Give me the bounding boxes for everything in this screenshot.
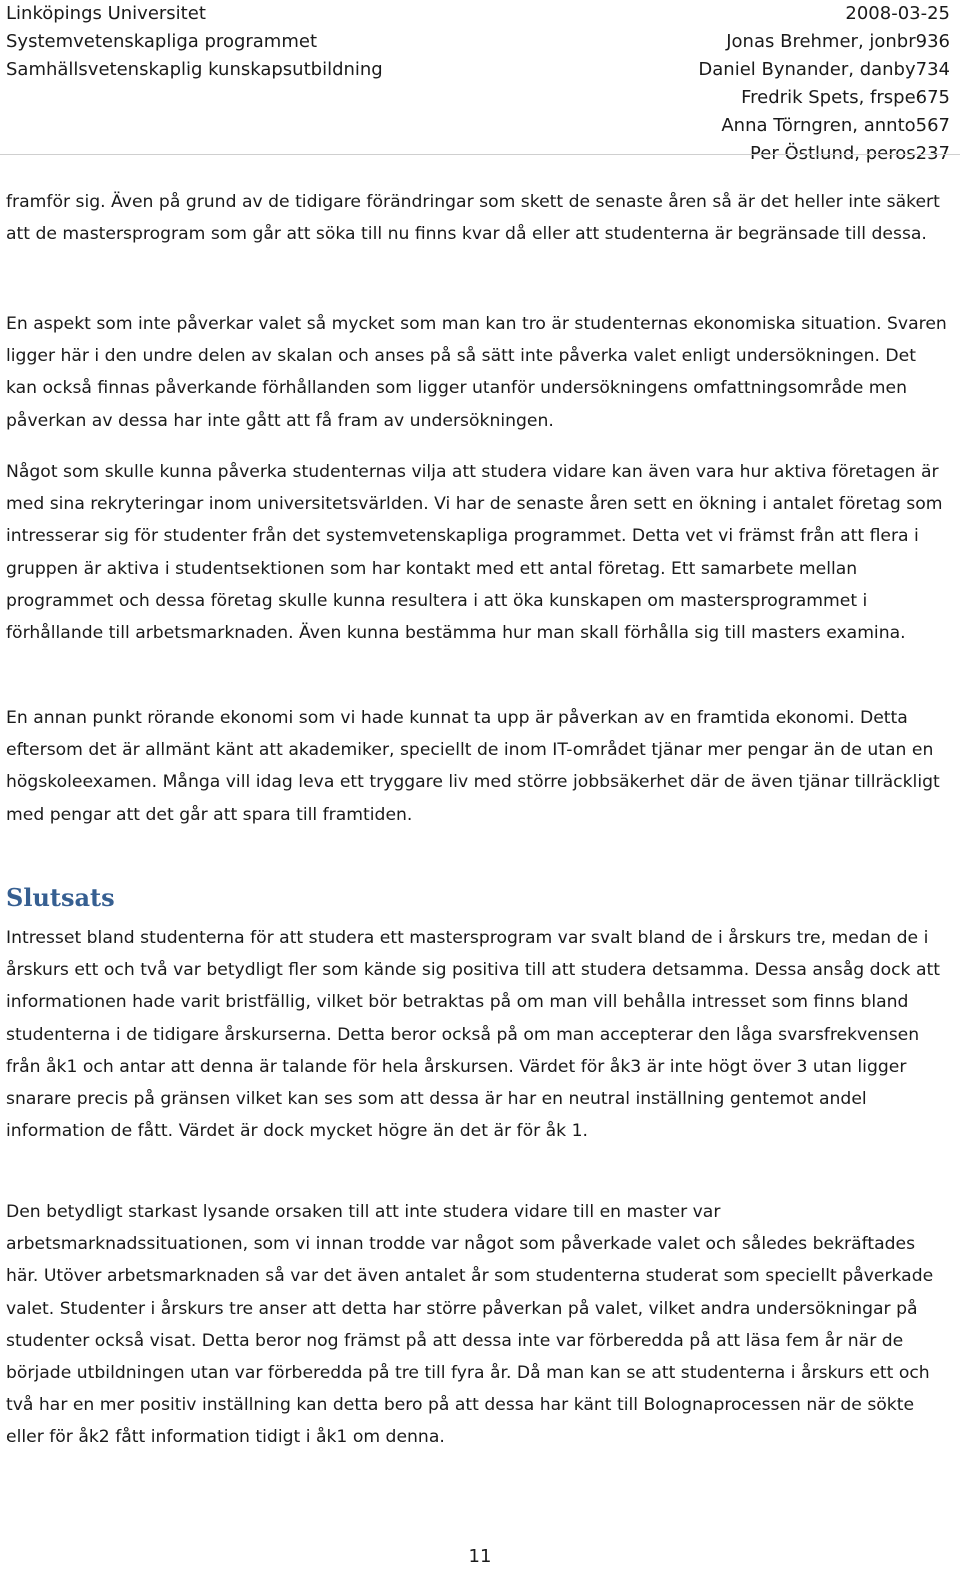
body-paragraph: Något som skulle kunna påverka studenternas vilja att studera vidare kan även vara hur aktiva företagen är med sina rekryteringar inom universitetsvärlden. Vi har de senaste åren sett en ökning i antalet företag som intresserar sig för studenter från det systemvetenskapliga programmet. Detta vet vi främst från att flera i gruppen är aktiva i studentsektionen som har kontakt med ett antal företag. Ett samarbete mellan programmet och dessa företag skulle kunna resultera i att öka kunskapen om mastersprogrammet i förhållande till arbetsmarknaden. Även kunna bestämma hur man skall förhålla sig till masters examina. <box>6 462 943 644</box>
author-line: Jonas Brehmer, jonbr936 <box>726 31 950 52</box>
course-name: Samhällsvetenskaplig kunskapsutbildning <box>6 59 383 80</box>
section-paragraph: Den betydligt starkast lysande orsaken till att inte studera vidare till en master var arbetsmarknadssituationen, som vi innan trodde var något som påverkade valet och således bekräftades här. Utöver arbetsmarknaden så var det även antalet år som studenterna studerat som speciellt påverkade valet. Studenter i årskurs tre anser att detta har större påverkan på valet, vilket andra undersökningar på studenter också visat. Detta beror nog främst på att dessa inte var förberedda på att läsa fem år när de började utbildningen utan var förberedda på tre till fyra år. Då man kan se att studenterna i årskurs ett och två har en mer positiv inställning kan detta bero på att dessa har känt till Bolognaprocessen när de sökte eller för åk2 fått information tidigt i åk1 om denna. <box>6 1202 934 1448</box>
header-right-block <box>698 0 950 168</box>
author-line: Anna Törngren, annto567 <box>721 115 950 136</box>
author-line: Per Östlund, peros237 <box>750 143 950 164</box>
section-paragraph: Intresset bland studenterna för att studera ett mastersprogram var svalt bland de i årskurs tre, medan de i årskurs ett och två var betydligt fler som kände sig positiva till att studera detsamma. Dessa ansåg dock att informationen hade varit bristfällig, vilket bör betraktas på om man vill behålla intresset som finns bland studenterna i de tidigare årskurserna. Detta beror också på om man accepterar den låga svarsfrekvensen från åk1 och antar att denna är talande för hela årskursen. Värdet för åk3 är inte högt över 3 utan ligger snarare precis på gränsen vilket kan ses som att dessa är har en neutral inställning gentemot andel information de fått. Värdet är dock mycket högre än det är för åk 1. <box>6 928 940 1142</box>
program-name: Systemvetenskapliga programmet <box>6 31 318 52</box>
section-heading: Slutsats <box>6 883 115 912</box>
author-line: Daniel Bynander, danby734 <box>698 59 950 80</box>
page-number: 11 <box>468 1546 492 1567</box>
body-paragraph: framför sig. Även på grund av de tidigare förändringar som skett de senaste åren så är det heller inte säkert att de mastersprogram som går att söka till nu finns kvar då eller att studenterna är begränsade till dessa. <box>6 192 940 245</box>
body-paragraph: En aspekt som inte påverkar valet så mycket som man kan tro är studenternas ekonomiska situation. Svaren ligger här i den undre delen av skalan och anses på så sätt inte påverka valet enligt undersökningen. Det kan också finnas påverkande förhållanden som ligger utanför undersökningens omfattningsområde men påverkan av dessa har inte gått att få fram av undersökningen. <box>6 314 947 431</box>
header-left-block <box>6 0 383 84</box>
body-paragraph: En annan punkt rörande ekonomi som vi hade kunnat ta upp är påverkan av en framtida ekonomi. Detta eftersom det är allmänt känt att akademiker, speciellt de inom IT-området tjänar mer pengar än de utan en högskoleexamen. Många vill idag leva ett tryggare liv med större jobbsäkerhet där de även tjänar tillräckligt med pengar att det går att spara till framtiden. <box>6 708 940 825</box>
document-date: 2008-03-25 <box>845 3 950 24</box>
header-divider <box>0 154 960 155</box>
university-name: Linköpings Universitet <box>6 3 206 24</box>
author-line: Fredrik Spets, frspe675 <box>741 87 950 108</box>
